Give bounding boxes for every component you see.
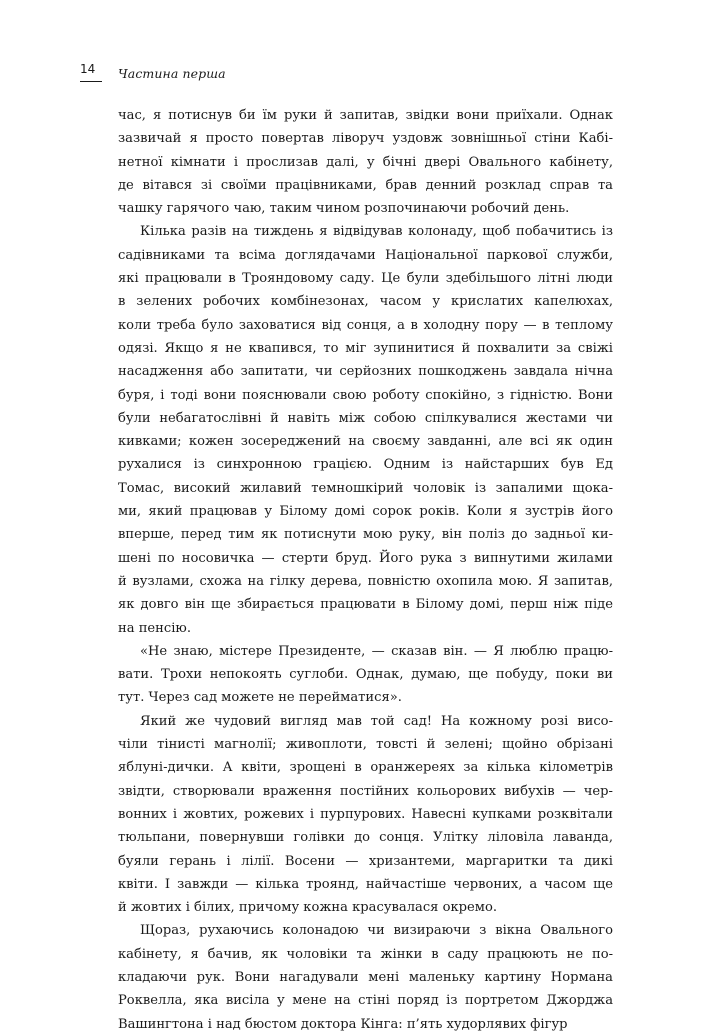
text-line: й вузлами, схожа на гілку дерева, повністю охопила мою. Я запитав, [118,573,613,589]
text-line: Кілька разів на тиждень я відвідував колонаду, щоб побачитись із [140,224,613,240]
text-line: буяли герань і лілії. Восени — хризантеми, маргаритки та дикі [118,853,613,869]
text-line: зазвичай я просто повертав ліворуч уздовж зовнішньої стіни Кабі- [118,131,613,147]
paragraph [118,104,613,220]
paragraph [118,640,613,710]
text-line: «Не знаю, містере Президенте, — сказав він. — Я люблю працю- [140,643,613,659]
page-header [80,56,226,82]
text-line: нетної кімнати і прослизав далі, у бічні двері Овального кабінету, [118,154,613,170]
text-line: рухалися із синхронною грацією. Одним із найстарших був Ед [118,457,613,473]
text-line: квіти. І завжди — кілька троянд, найчастіше червоних, а часом ще [118,876,613,892]
text-line: кладаючи рук. Вони нагадували мені маленьку картину Нормана [118,969,613,985]
paragraph [118,919,613,1035]
text-line: які працювали в Трояндовому саду. Це були здебільшого літні люди [118,271,613,287]
text-line: й жовтих і білих, причому кожна красувалася окремо. [118,900,498,916]
text-line: Який же чудовий вигляд мав той сад! На кожному розі висо- [140,713,613,729]
text-line: садівниками та всіма доглядачами Національної паркової служби, [118,247,613,263]
paragraph [118,220,613,639]
text-line: чашку гарячого чаю, таким чином розпочинаючи робочий день. [118,201,570,217]
text-line: в зелених робочих комбінезонах, часом у крислатих капелюхах, [118,294,613,310]
text-line: звідти, створювали враження постійних кольорових вибухів — чер- [118,783,613,799]
paragraph [118,710,613,920]
running-head: Частина перша [118,65,226,81]
text-line: ми, який працював у Білому домі сорок років. Коли я зустрів його [118,504,613,520]
text-line: Томас, високий жилавий темношкірий чоловік із запалими щока- [118,480,613,496]
body-text [118,104,613,1036]
text-line: чіли тінисті магнолії; живоплоти, товсті й зелені; щойно обрізані [118,737,613,753]
text-line: як довго він ще збирається працювати в Білому домі, перш ніж піде [118,597,613,613]
text-line: Роквелла, яка висіла у мене на стіні поряд із портретом Джорджа [118,993,613,1009]
text-line: Щораз, рухаючись колонадою чи визираючи з вікна Овального [140,923,613,939]
text-line: вати. Трохи непокоять суглоби. Однак, думаю, ще побуду, поки ви [118,667,613,683]
text-line: кабінету, я бачив, як чоловіки та жінки в саду працюють не по- [118,946,613,962]
text-line: кивками; кожен зосереджений на своєму завданні, але всі як один [118,434,613,450]
page-number: 14 [80,63,102,82]
text-line: вонних і жовтих, рожевих і пурпурових. Навесні купками розквітали [118,806,613,822]
text-line: буря, і тоді вони пояснювали свою роботу спокійно, з гідністю. Вони [118,387,613,403]
text-line: коли треба було заховатися від сонця, а в холодну пору — в теплому [118,317,613,333]
text-line: Вашингтона і над бюстом доктора Кінга: п’ять худорлявих фігур [118,1016,568,1032]
text-line: де вітався зі своїми працівниками, брав денний розклад справ та [118,177,613,193]
text-line: яблуні-дички. А квіти, зрощені в оранжереях за кілька кілометрів [118,760,613,776]
text-line: тут. Через сад можете не перейматися». [118,690,402,706]
text-line: тюльпани, повернувши голівки до сонця. Улітку ліловіла лаванда, [118,830,613,846]
text-line: насадження або запитати, чи серйозних пошкоджень завдала нічна [118,364,613,380]
text-line: на пенсію. [118,620,191,636]
text-line: одязі. Якщо я не квапився, то міг зупинитися й похвалити за свіжі [118,340,613,356]
text-line: були небагатослівні й навіть між собою спілкувалися жестами чи [118,410,613,426]
text-line: час, я потиснув би їм руки й запитав, звідки вони приїхали. Однак [118,108,613,123]
text-line: шені по носовичка — стерти бруд. Його рука з випнутими жилами [118,550,613,566]
text-line: вперше, перед тим як потиснути мою руку, він поліз до задньої ки- [118,527,613,543]
